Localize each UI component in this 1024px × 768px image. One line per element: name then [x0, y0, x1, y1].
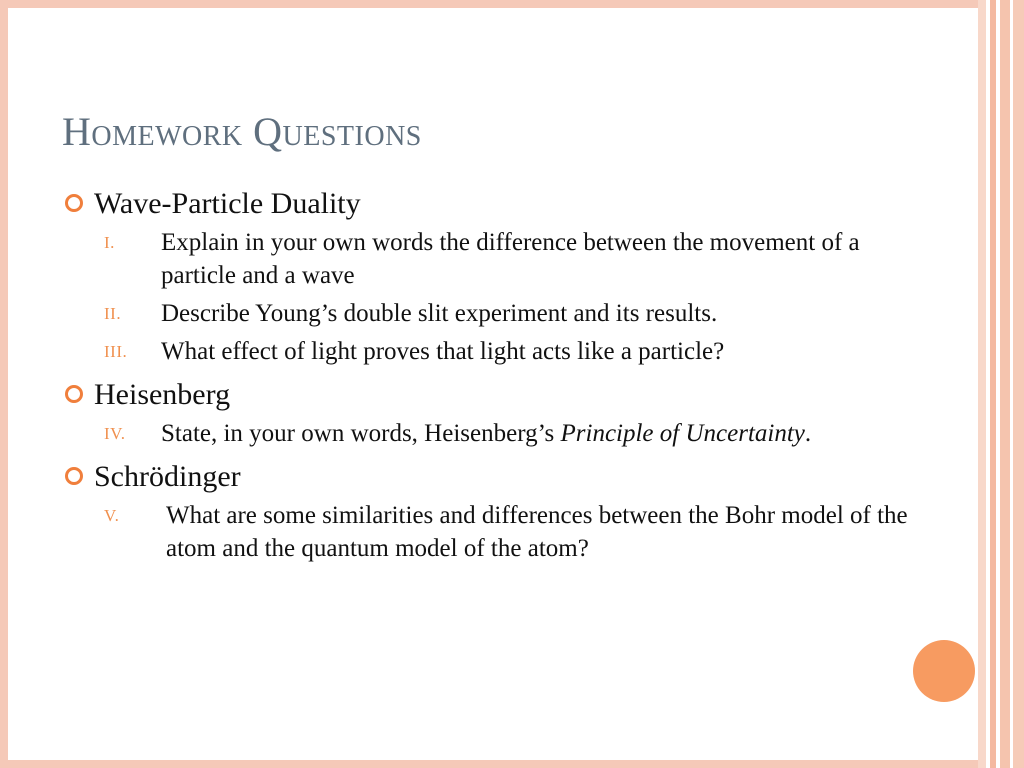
- item-text: What are some similarities and differences between the Bohr model of the atom and the quantum model of the atom?: [166, 502, 908, 562]
- hollow-circle-bullet-icon: [65, 194, 83, 212]
- list-item: [62, 499, 912, 565]
- decorative-circle: [913, 640, 975, 702]
- item-text-end: .: [804, 420, 812, 447]
- frame-top-border: [0, 0, 985, 8]
- section-wave-particle-duality: [62, 182, 912, 368]
- item-text-italic: Principle of Uncertainty: [560, 420, 805, 447]
- roman-numeral: IV.: [104, 424, 126, 443]
- hollow-circle-bullet-icon: [65, 467, 83, 485]
- roman-numeral: II.: [104, 304, 122, 323]
- section-schrodinger: [62, 455, 912, 565]
- roman-numeral: III.: [104, 342, 128, 361]
- frame-left-border: [0, 0, 8, 768]
- item-text: What effect of light proves that light acts like a particle?: [161, 338, 725, 365]
- item-text: Explain in your own words the difference between the movement of a particle and a wave: [161, 229, 860, 289]
- section-heading: [62, 373, 912, 417]
- list-item: [62, 335, 912, 368]
- item-text-plain: State, in your own words, Heisenberg’s: [161, 420, 561, 447]
- list-item: [62, 417, 912, 450]
- right-stripe: [1000, 0, 1010, 768]
- item-text: [161, 417, 912, 450]
- list-item: [62, 297, 912, 330]
- section-heading: [62, 182, 912, 226]
- section-heading: [62, 455, 912, 499]
- item-text: Describe Young’s double slit experiment and its results.: [161, 300, 718, 327]
- section-heading-text: Wave-Particle Duality: [94, 187, 361, 220]
- list-item: [62, 226, 912, 292]
- section-heading-text: Heisenberg: [94, 378, 231, 411]
- roman-numeral: I.: [104, 233, 115, 252]
- slide-title: Homework Questions: [62, 109, 422, 154]
- section-heading-text: Schrödinger: [94, 460, 241, 493]
- section-heisenberg: [62, 373, 912, 450]
- right-stripe: [1013, 0, 1024, 768]
- roman-numeral: V.: [104, 506, 120, 525]
- hollow-circle-bullet-icon: [65, 385, 83, 403]
- frame-bottom-border: [0, 760, 985, 768]
- slide-body: [62, 182, 912, 570]
- right-stripe: [978, 0, 986, 768]
